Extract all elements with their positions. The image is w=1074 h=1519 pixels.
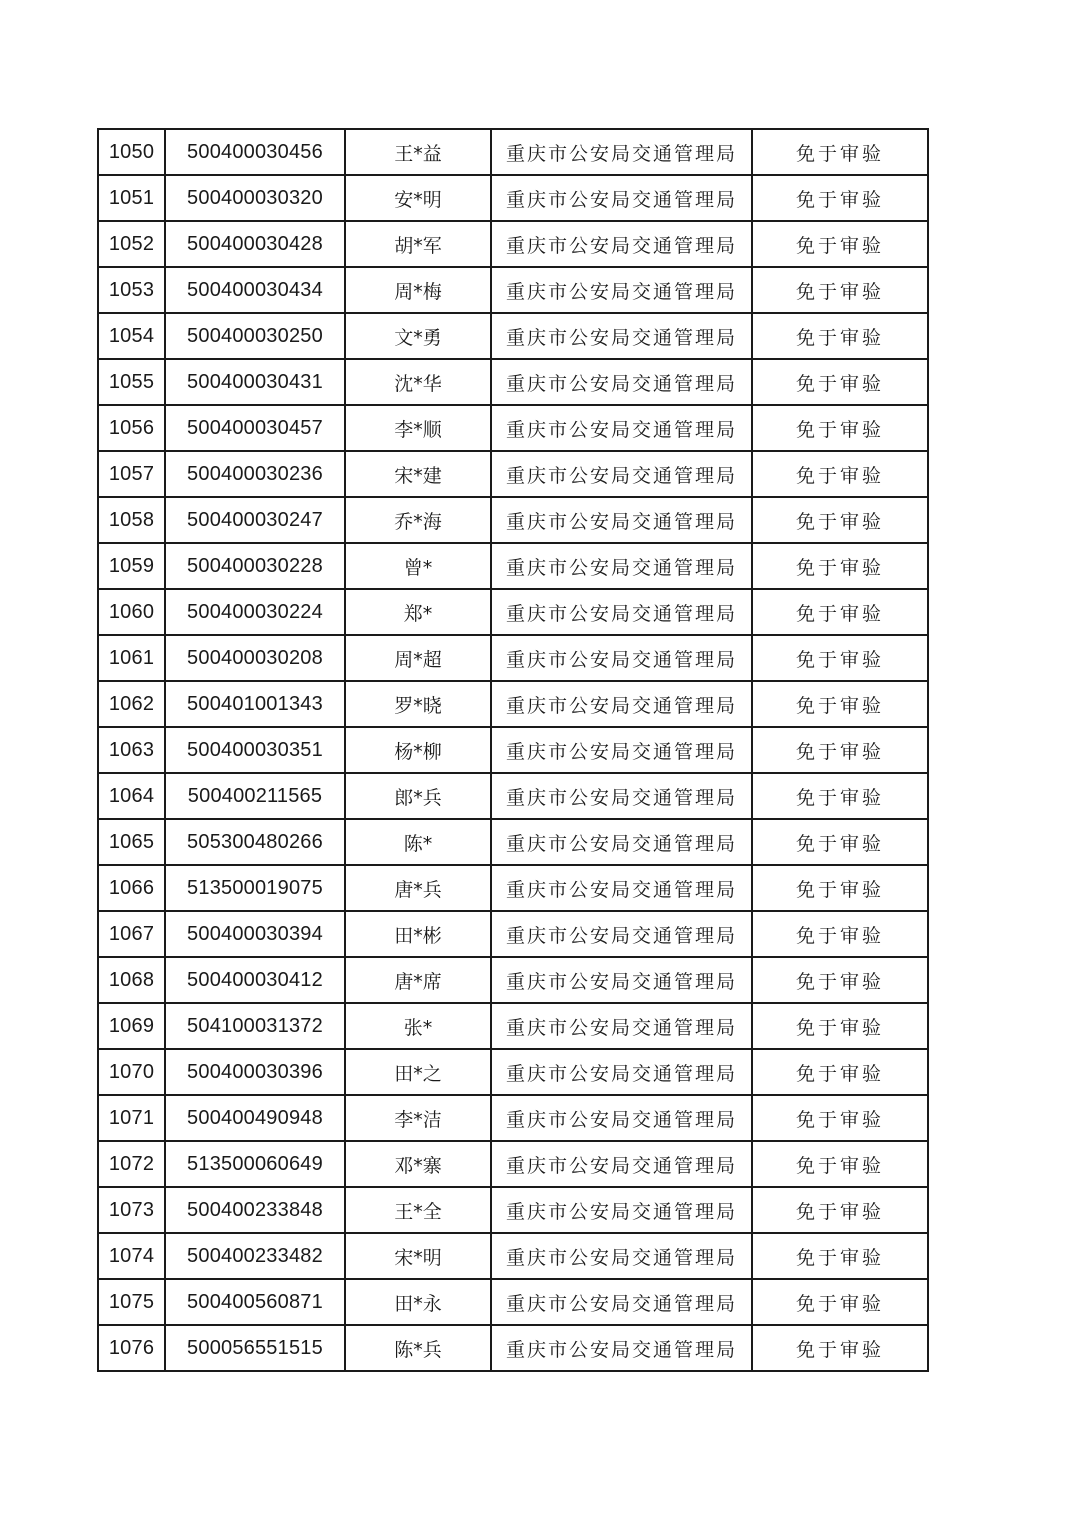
license-number-cell: 500400490948	[165, 1095, 345, 1141]
person-name-cell: 田*之	[345, 1049, 491, 1095]
table-row	[98, 1325, 928, 1371]
row-number-cell: 1065	[98, 819, 165, 865]
issuing-authority-cell: 重庆市公安局交通管理局	[491, 727, 752, 773]
issuing-authority-cell: 重庆市公安局交通管理局	[491, 1325, 752, 1371]
person-name-cell: 文*勇	[345, 313, 491, 359]
license-number-cell: 500400030208	[165, 635, 345, 681]
license-number-cell: 500400030351	[165, 727, 345, 773]
table-row	[98, 313, 928, 359]
review-result-cell: 免于审验	[752, 451, 928, 497]
license-number-cell: 500401001343	[165, 681, 345, 727]
review-result-cell: 免于审验	[752, 221, 928, 267]
issuing-authority-cell: 重庆市公安局交通管理局	[491, 589, 752, 635]
license-number-cell: 500400211565	[165, 773, 345, 819]
issuing-authority-cell: 重庆市公安局交通管理局	[491, 543, 752, 589]
row-number-cell: 1059	[98, 543, 165, 589]
table-row	[98, 1095, 928, 1141]
row-number-cell: 1053	[98, 267, 165, 313]
table-row	[98, 865, 928, 911]
license-number-cell: 505300480266	[165, 819, 345, 865]
review-result-cell: 免于审验	[752, 1325, 928, 1371]
license-number-cell: 513500019075	[165, 865, 345, 911]
table-row	[98, 451, 928, 497]
review-result-cell: 免于审验	[752, 267, 928, 313]
license-number-cell: 500400030250	[165, 313, 345, 359]
row-number-cell: 1071	[98, 1095, 165, 1141]
review-result-cell: 免于审验	[752, 1049, 928, 1095]
person-name-cell: 胡*军	[345, 221, 491, 267]
license-number-cell: 504100031372	[165, 1003, 345, 1049]
issuing-authority-cell: 重庆市公安局交通管理局	[491, 1049, 752, 1095]
table-row	[98, 635, 928, 681]
person-name-cell: 周*梅	[345, 267, 491, 313]
table-row	[98, 1003, 928, 1049]
table-row	[98, 359, 928, 405]
table-row	[98, 129, 928, 175]
table-row	[98, 727, 928, 773]
review-result-cell: 免于审验	[752, 129, 928, 175]
person-name-cell: 田*彬	[345, 911, 491, 957]
review-result-cell: 免于审验	[752, 1095, 928, 1141]
table-row	[98, 681, 928, 727]
issuing-authority-cell: 重庆市公安局交通管理局	[491, 819, 752, 865]
license-number-cell: 513500060649	[165, 1141, 345, 1187]
row-number-cell: 1066	[98, 865, 165, 911]
license-number-cell: 500400030320	[165, 175, 345, 221]
issuing-authority-cell: 重庆市公安局交通管理局	[491, 405, 752, 451]
row-number-cell: 1069	[98, 1003, 165, 1049]
row-number-cell: 1070	[98, 1049, 165, 1095]
person-name-cell: 沈*华	[345, 359, 491, 405]
person-name-cell: 郑*	[345, 589, 491, 635]
review-result-cell: 免于审验	[752, 1279, 928, 1325]
row-number-cell: 1073	[98, 1187, 165, 1233]
review-result-cell: 免于审验	[752, 727, 928, 773]
review-result-cell: 免于审验	[752, 865, 928, 911]
table-row	[98, 1141, 928, 1187]
review-result-cell: 免于审验	[752, 1141, 928, 1187]
person-name-cell: 乔*海	[345, 497, 491, 543]
person-name-cell: 田*永	[345, 1279, 491, 1325]
person-name-cell: 宋*建	[345, 451, 491, 497]
issuing-authority-cell: 重庆市公安局交通管理局	[491, 1095, 752, 1141]
person-name-cell: 安*明	[345, 175, 491, 221]
row-number-cell: 1072	[98, 1141, 165, 1187]
issuing-authority-cell: 重庆市公安局交通管理局	[491, 1187, 752, 1233]
license-number-cell: 500400030431	[165, 359, 345, 405]
issuing-authority-cell: 重庆市公安局交通管理局	[491, 221, 752, 267]
license-number-cell: 500056551515	[165, 1325, 345, 1371]
person-name-cell: 周*超	[345, 635, 491, 681]
issuing-authority-cell: 重庆市公安局交通管理局	[491, 957, 752, 1003]
issuing-authority-cell: 重庆市公安局交通管理局	[491, 865, 752, 911]
review-result-cell: 免于审验	[752, 819, 928, 865]
row-number-cell: 1060	[98, 589, 165, 635]
license-number-cell: 500400233848	[165, 1187, 345, 1233]
license-number-cell: 500400030457	[165, 405, 345, 451]
row-number-cell: 1075	[98, 1279, 165, 1325]
license-number-cell: 500400233482	[165, 1233, 345, 1279]
table-row	[98, 1049, 928, 1095]
row-number-cell: 1063	[98, 727, 165, 773]
review-result-cell: 免于审验	[752, 957, 928, 1003]
license-number-cell: 500400030228	[165, 543, 345, 589]
row-number-cell: 1076	[98, 1325, 165, 1371]
row-number-cell: 1062	[98, 681, 165, 727]
issuing-authority-cell: 重庆市公安局交通管理局	[491, 773, 752, 819]
issuing-authority-cell: 重庆市公安局交通管理局	[491, 451, 752, 497]
issuing-authority-cell: 重庆市公安局交通管理局	[491, 267, 752, 313]
review-result-cell: 免于审验	[752, 1233, 928, 1279]
table-row	[98, 911, 928, 957]
license-number-cell: 500400030394	[165, 911, 345, 957]
person-name-cell: 陈*	[345, 819, 491, 865]
table-row	[98, 497, 928, 543]
review-result-cell: 免于审验	[752, 359, 928, 405]
issuing-authority-cell: 重庆市公安局交通管理局	[491, 911, 752, 957]
row-number-cell: 1054	[98, 313, 165, 359]
person-name-cell: 郎*兵	[345, 773, 491, 819]
table-row	[98, 543, 928, 589]
table-row	[98, 1279, 928, 1325]
review-result-cell: 免于审验	[752, 1187, 928, 1233]
table-row	[98, 1187, 928, 1233]
issuing-authority-cell: 重庆市公安局交通管理局	[491, 129, 752, 175]
table-row	[98, 819, 928, 865]
table-row	[98, 1233, 928, 1279]
license-number-cell: 500400030434	[165, 267, 345, 313]
review-result-cell: 免于审验	[752, 497, 928, 543]
license-number-cell: 500400030247	[165, 497, 345, 543]
table-row	[98, 221, 928, 267]
person-name-cell: 李*顺	[345, 405, 491, 451]
person-name-cell: 罗*晓	[345, 681, 491, 727]
row-number-cell: 1061	[98, 635, 165, 681]
issuing-authority-cell: 重庆市公安局交通管理局	[491, 1233, 752, 1279]
row-number-cell: 1058	[98, 497, 165, 543]
record-table	[97, 128, 929, 1372]
table-row	[98, 267, 928, 313]
license-number-cell: 500400030456	[165, 129, 345, 175]
row-number-cell: 1074	[98, 1233, 165, 1279]
issuing-authority-cell: 重庆市公安局交通管理局	[491, 1141, 752, 1187]
license-number-cell: 500400030396	[165, 1049, 345, 1095]
license-number-cell: 500400030428	[165, 221, 345, 267]
person-name-cell: 邓*寨	[345, 1141, 491, 1187]
table-row	[98, 175, 928, 221]
row-number-cell: 1050	[98, 129, 165, 175]
license-number-cell: 500400030224	[165, 589, 345, 635]
person-name-cell: 宋*明	[345, 1233, 491, 1279]
review-result-cell: 免于审验	[752, 589, 928, 635]
license-number-cell: 500400030412	[165, 957, 345, 1003]
issuing-authority-cell: 重庆市公安局交通管理局	[491, 635, 752, 681]
person-name-cell: 王*全	[345, 1187, 491, 1233]
row-number-cell: 1056	[98, 405, 165, 451]
table-body	[98, 129, 928, 1371]
person-name-cell: 王*益	[345, 129, 491, 175]
review-result-cell: 免于审验	[752, 175, 928, 221]
row-number-cell: 1052	[98, 221, 165, 267]
issuing-authority-cell: 重庆市公安局交通管理局	[491, 681, 752, 727]
issuing-authority-cell: 重庆市公安局交通管理局	[491, 1279, 752, 1325]
review-result-cell: 免于审验	[752, 911, 928, 957]
review-result-cell: 免于审验	[752, 635, 928, 681]
row-number-cell: 1064	[98, 773, 165, 819]
row-number-cell: 1051	[98, 175, 165, 221]
review-result-cell: 免于审验	[752, 773, 928, 819]
row-number-cell: 1068	[98, 957, 165, 1003]
license-number-cell: 500400560871	[165, 1279, 345, 1325]
review-result-cell: 免于审验	[752, 313, 928, 359]
table-row	[98, 589, 928, 635]
person-name-cell: 张*	[345, 1003, 491, 1049]
person-name-cell: 陈*兵	[345, 1325, 491, 1371]
person-name-cell: 唐*席	[345, 957, 491, 1003]
issuing-authority-cell: 重庆市公安局交通管理局	[491, 313, 752, 359]
issuing-authority-cell: 重庆市公安局交通管理局	[491, 497, 752, 543]
table-row	[98, 773, 928, 819]
table-row	[98, 405, 928, 451]
person-name-cell: 李*洁	[345, 1095, 491, 1141]
review-result-cell: 免于审验	[752, 543, 928, 589]
review-result-cell: 免于审验	[752, 405, 928, 451]
row-number-cell: 1055	[98, 359, 165, 405]
review-result-cell: 免于审验	[752, 1003, 928, 1049]
person-name-cell: 唐*兵	[345, 865, 491, 911]
license-number-cell: 500400030236	[165, 451, 345, 497]
person-name-cell: 杨*柳	[345, 727, 491, 773]
table-row	[98, 957, 928, 1003]
row-number-cell: 1067	[98, 911, 165, 957]
person-name-cell: 曾*	[345, 543, 491, 589]
review-result-cell: 免于审验	[752, 681, 928, 727]
issuing-authority-cell: 重庆市公安局交通管理局	[491, 1003, 752, 1049]
row-number-cell: 1057	[98, 451, 165, 497]
issuing-authority-cell: 重庆市公安局交通管理局	[491, 359, 752, 405]
issuing-authority-cell: 重庆市公安局交通管理局	[491, 175, 752, 221]
